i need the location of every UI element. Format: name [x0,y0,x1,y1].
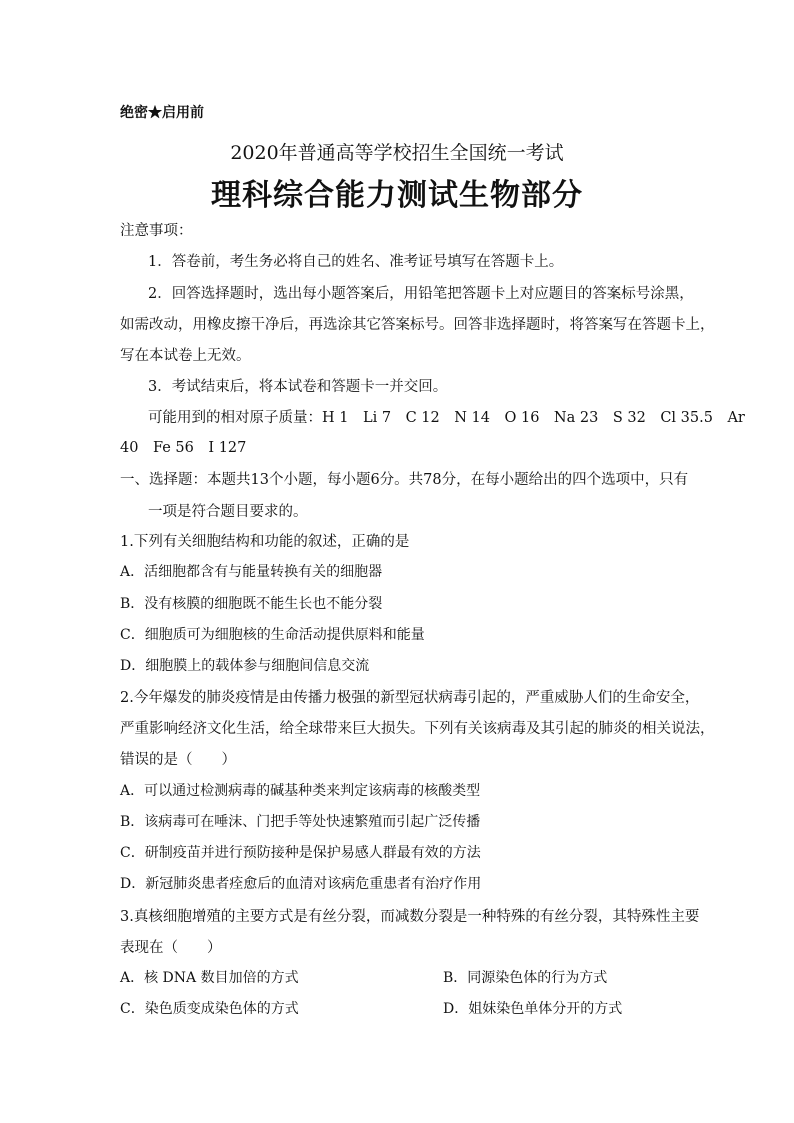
question-1-option-d: D．细胞膜上的载体参与细胞间信息交流 [120,658,370,674]
question-3-option-c: C．染色质变成染色体的方式 [120,1001,299,1017]
question-3-option-b: B．同源染色体的行为方式 [443,970,608,986]
notice-item-3: 3．考试结束后，将本试卷和答题卡一并交回。 [148,379,448,395]
question-2-stem-line-2: 严重影响经济文化生活，给全球带来巨大损失。下列有关该病毒及其引起的肺炎的相关说法， [120,721,715,737]
notice-item-2-line-2: 如需改动，用橡皮擦干净后，再选涂其它答案标号。回答非选择题时，将答案写在答题卡上， [120,317,715,333]
question-2-stem-line-1: 2.今年爆发的肺炎疫情是由传播力极强的新型冠状病毒引起的，严重威胁人们的生命安全， [120,690,700,706]
question-2-option-c: C．研制疫苗并进行预防接种是保护易感人群最有效的方法 [120,845,481,861]
question-3-stem-line-2: 表现在（ ） [120,940,222,956]
question-1-option-c: C．细胞质可为细胞核的生命活动提供原料和能量 [120,627,425,643]
confidential-label: 绝密★启用前 [120,105,204,121]
question-2-option-b: B．该病毒可在唾沫、门把手等处快速繁殖而引起广泛传播 [120,814,481,830]
notice-item-2-line-3: 写在本试卷上无效。 [120,348,251,364]
question-3-option-d: D．姐妹染色单体分开的方式 [443,1001,623,1017]
atomic-mass-line-1: 可能用到的相对原子质量：H 1 Li 7 C 12 N 14 O 16 Na 23 S 32 Cl 35.5 Ar [148,410,745,426]
question-2-option-a: A．可以通过检测病毒的碱基种类来判定该病毒的核酸类型 [120,783,481,799]
exam-title: 2020年普通高等学校招生全国统一考试 [230,142,564,164]
question-1-stem: 1.下列有关细胞结构和功能的叙述，正确的是 [120,534,410,550]
question-2-option-d: D．新冠肺炎患者痊愈后的血清对该病危重患者有治疗作用 [120,876,482,892]
notice-heading: 注意事项： [120,223,193,239]
subject-title: 理科综合能力测试生物部分 [211,178,583,213]
atomic-mass-line-2: 40 Fe 56 I 127 [120,440,247,456]
question-1-option-a: A．活细胞都含有与能量转换有关的细胞器 [120,564,383,580]
section-heading-line-1: 一、选择题：本题共13个小题，每小题6分。共78分，在每小题给出的四个选项中，只有 [120,472,689,488]
question-3-option-a: A．核 DNA 数目加倍的方式 [120,970,299,986]
question-2-stem-line-3: 错误的是（ ） [120,752,236,768]
notice-item-2-line-1: 2．回答选择题时，选出每小题答案后，用铅笔把答题卡上对应题目的答案标号涂黑， [148,286,694,302]
notice-item-1: 1．答卷前，考生务必将自己的姓名、准考证号填写在答题卡上。 [148,254,564,270]
question-3-stem-line-1: 3.真核细胞增殖的主要方式是有丝分裂，而减数分裂是一种特殊的有丝分裂，其特殊性主要 [120,909,700,925]
section-heading-line-2: 一项是符合题目要求的。 [148,504,308,520]
question-1-option-b: B．没有核膜的细胞既不能生长也不能分裂 [120,596,383,612]
